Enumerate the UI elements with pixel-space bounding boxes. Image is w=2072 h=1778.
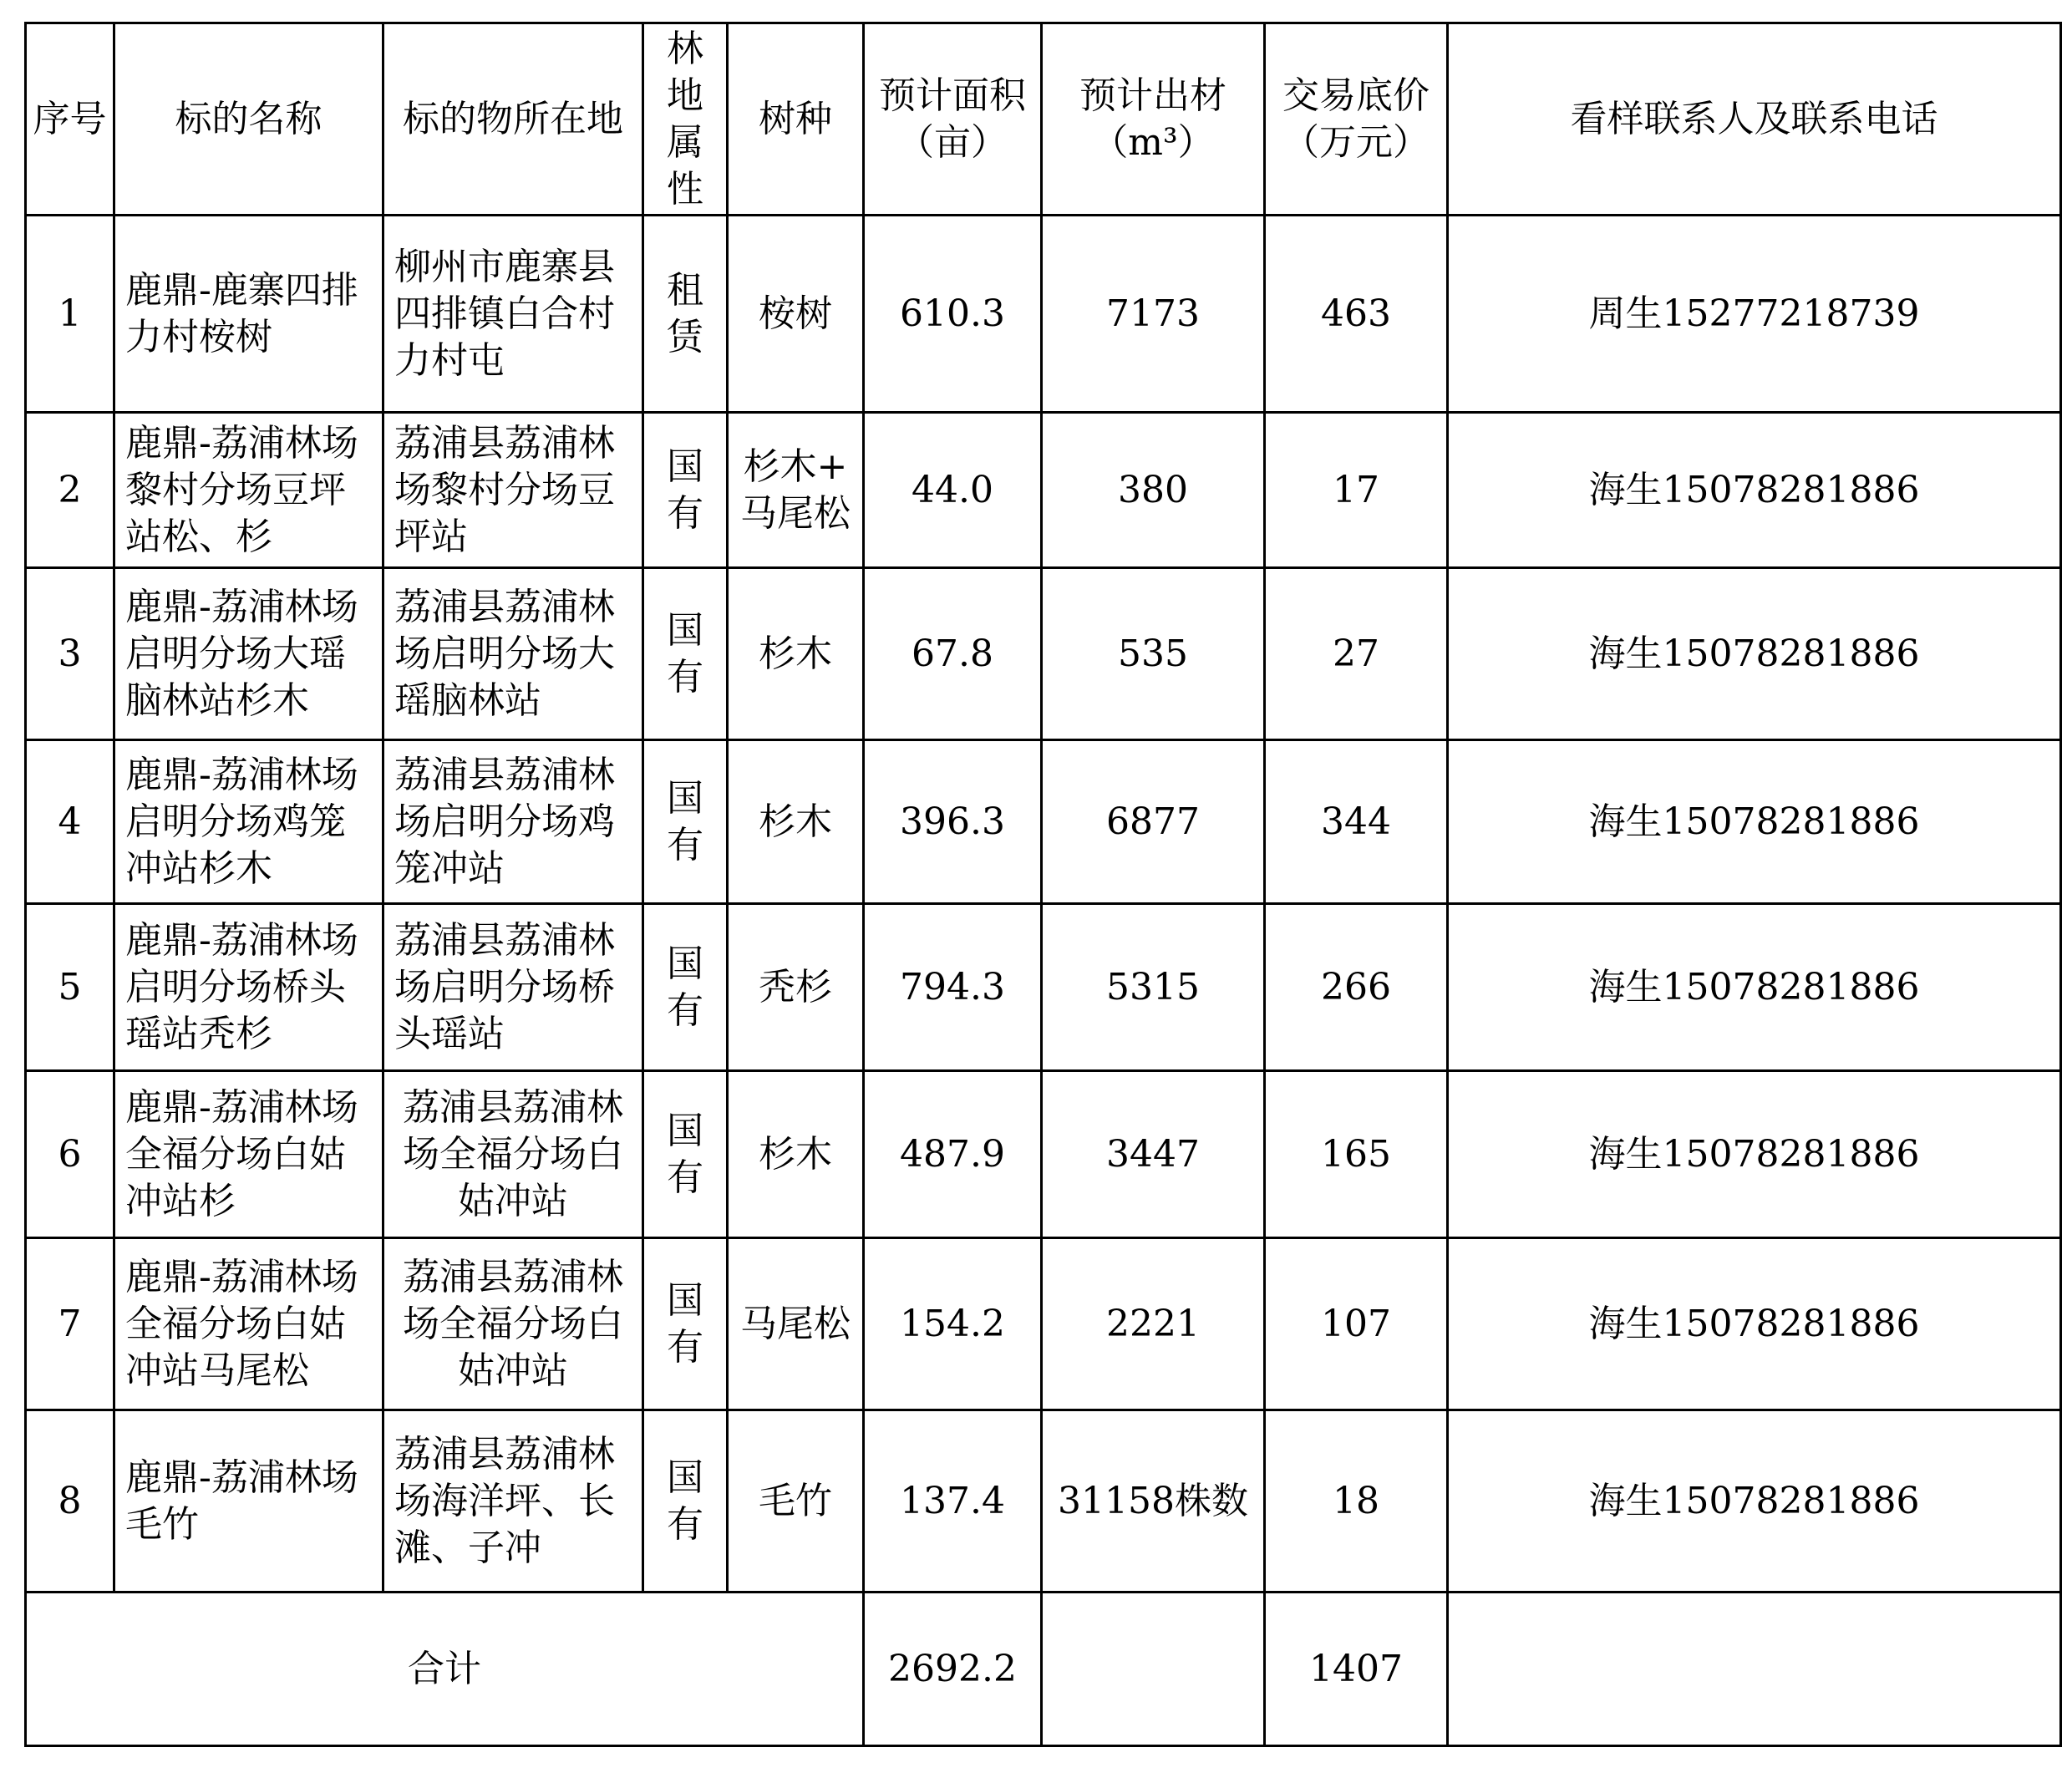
total-contact xyxy=(1448,1593,2061,1746)
cell-land-attr: 国 有 xyxy=(643,568,728,740)
cell-seq: 1 xyxy=(26,216,114,413)
header-contact: 看样联系人及联系电话 xyxy=(1448,23,2061,216)
header-name: 标的名称 xyxy=(114,23,383,216)
cell-land-attr: 国 有 xyxy=(643,413,728,568)
table-row xyxy=(26,413,2061,568)
cell-timber: 2221 xyxy=(1042,1238,1265,1410)
cell-land-attr: 租 赁 xyxy=(643,216,728,413)
cell-name: 鹿鼎-荔浦林场 黎村分场豆坪 站松、杉 xyxy=(114,413,383,568)
cell-contact: 海生15078281886 xyxy=(1448,1410,2061,1593)
cell-contact: 海生15078281886 xyxy=(1448,904,2061,1071)
total-row xyxy=(26,1593,2061,1746)
cell-price: 266 xyxy=(1265,904,1448,1071)
cell-price: 107 xyxy=(1265,1238,1448,1410)
cell-timber: 7173 xyxy=(1042,216,1265,413)
cell-seq: 2 xyxy=(26,413,114,568)
total-timber xyxy=(1042,1593,1265,1746)
cell-area: 610.3 xyxy=(864,216,1042,413)
cell-area: 794.3 xyxy=(864,904,1042,1071)
cell-contact: 海生15078281886 xyxy=(1448,413,2061,568)
cell-price: 27 xyxy=(1265,568,1448,740)
cell-name: 鹿鼎-荔浦林场 启明分场鸡笼 冲站杉木 xyxy=(114,740,383,904)
cell-species: 杉木 xyxy=(728,1071,864,1238)
cell-price: 17 xyxy=(1265,413,1448,568)
cell-seq: 8 xyxy=(26,1410,114,1593)
header-timber: 预计出材 （m³） xyxy=(1042,23,1265,216)
cell-area: 487.9 xyxy=(864,1071,1042,1238)
cell-name: 鹿鼎-荔浦林场 全福分场白姑 冲站马尾松 xyxy=(114,1238,383,1410)
cell-location: 荔浦县荔浦林 场启明分场桥 头瑶站 xyxy=(383,904,643,1071)
cell-species: 秃杉 xyxy=(728,904,864,1071)
cell-price: 344 xyxy=(1265,740,1448,904)
cell-species: 杉木 xyxy=(728,568,864,740)
table-row xyxy=(26,1238,2061,1410)
cell-name: 鹿鼎-鹿寨四排 力村桉树 xyxy=(114,216,383,413)
header-species: 树种 xyxy=(728,23,864,216)
cell-timber: 31158株数 xyxy=(1042,1410,1265,1593)
total-price: 1407 xyxy=(1265,1593,1448,1746)
cell-species: 杉木 xyxy=(728,740,864,904)
header-row xyxy=(26,23,2061,216)
cell-location: 荔浦县荔浦林 场启明分场鸡 笼冲站 xyxy=(383,740,643,904)
cell-area: 137.4 xyxy=(864,1410,1042,1593)
table-row xyxy=(26,740,2061,904)
cell-timber: 380 xyxy=(1042,413,1265,568)
table-row xyxy=(26,1071,2061,1238)
cell-contact: 海生15078281886 xyxy=(1448,1238,2061,1410)
cell-contact: 海生15078281886 xyxy=(1448,568,2061,740)
cell-contact: 海生15078281886 xyxy=(1448,740,2061,904)
table-row xyxy=(26,216,2061,413)
cell-species: 杉木+ 马尾松 xyxy=(728,413,864,568)
header-land-attr: 林 地 属 性 xyxy=(643,23,728,216)
cell-land-attr: 国 有 xyxy=(643,904,728,1071)
cell-contact: 海生15078281886 xyxy=(1448,1071,2061,1238)
cell-land-attr: 国 有 xyxy=(643,1410,728,1593)
cell-species: 马尾松 xyxy=(728,1238,864,1410)
cell-location: 荔浦县荔浦林 场海洋坪、长 滩、子冲 xyxy=(383,1410,643,1593)
table-row xyxy=(26,1410,2061,1593)
cell-seq: 4 xyxy=(26,740,114,904)
cell-land-attr: 国 有 xyxy=(643,1071,728,1238)
cell-timber: 535 xyxy=(1042,568,1265,740)
cell-species: 毛竹 xyxy=(728,1410,864,1593)
cell-location: 荔浦县荔浦林 场启明分场大 瑶脑林站 xyxy=(383,568,643,740)
cell-location: 荔浦县荔浦林 场全福分场白 姑冲站 xyxy=(383,1071,643,1238)
cell-land-attr: 国 有 xyxy=(643,1238,728,1410)
cell-name: 鹿鼎-荔浦林场 启明分场桥头 瑶站秃杉 xyxy=(114,904,383,1071)
auction-table xyxy=(24,22,2062,1747)
cell-timber: 3447 xyxy=(1042,1071,1265,1238)
cell-seq: 3 xyxy=(26,568,114,740)
cell-price: 463 xyxy=(1265,216,1448,413)
cell-seq: 6 xyxy=(26,1071,114,1238)
cell-seq: 7 xyxy=(26,1238,114,1410)
header-area: 预计面积 （亩） xyxy=(864,23,1042,216)
cell-area: 154.2 xyxy=(864,1238,1042,1410)
total-label: 合计 xyxy=(26,1593,864,1746)
cell-species: 桉树 xyxy=(728,216,864,413)
table-row xyxy=(26,568,2061,740)
cell-timber: 6877 xyxy=(1042,740,1265,904)
cell-location: 荔浦县荔浦林 场全福分场白 姑冲站 xyxy=(383,1238,643,1410)
cell-area: 44.0 xyxy=(864,413,1042,568)
cell-name: 鹿鼎-荔浦林场 全福分场白姑 冲站杉 xyxy=(114,1071,383,1238)
header-seq: 序号 xyxy=(26,23,114,216)
cell-location: 柳州市鹿寨县 四排镇白合村 力村屯 xyxy=(383,216,643,413)
cell-name: 鹿鼎-荔浦林场 毛竹 xyxy=(114,1410,383,1593)
cell-price: 18 xyxy=(1265,1410,1448,1593)
cell-land-attr: 国 有 xyxy=(643,740,728,904)
header-price: 交易底价 （万元） xyxy=(1265,23,1448,216)
cell-area: 396.3 xyxy=(864,740,1042,904)
cell-contact: 周生15277218739 xyxy=(1448,216,2061,413)
cell-name: 鹿鼎-荔浦林场 启明分场大瑶 脑林站杉木 xyxy=(114,568,383,740)
cell-timber: 5315 xyxy=(1042,904,1265,1071)
cell-seq: 5 xyxy=(26,904,114,1071)
header-location: 标的物所在地 xyxy=(383,23,643,216)
table-row xyxy=(26,904,2061,1071)
cell-area: 67.8 xyxy=(864,568,1042,740)
total-area: 2692.2 xyxy=(864,1593,1042,1746)
cell-price: 165 xyxy=(1265,1071,1448,1238)
cell-location: 荔浦县荔浦林 场黎村分场豆 坪站 xyxy=(383,413,643,568)
